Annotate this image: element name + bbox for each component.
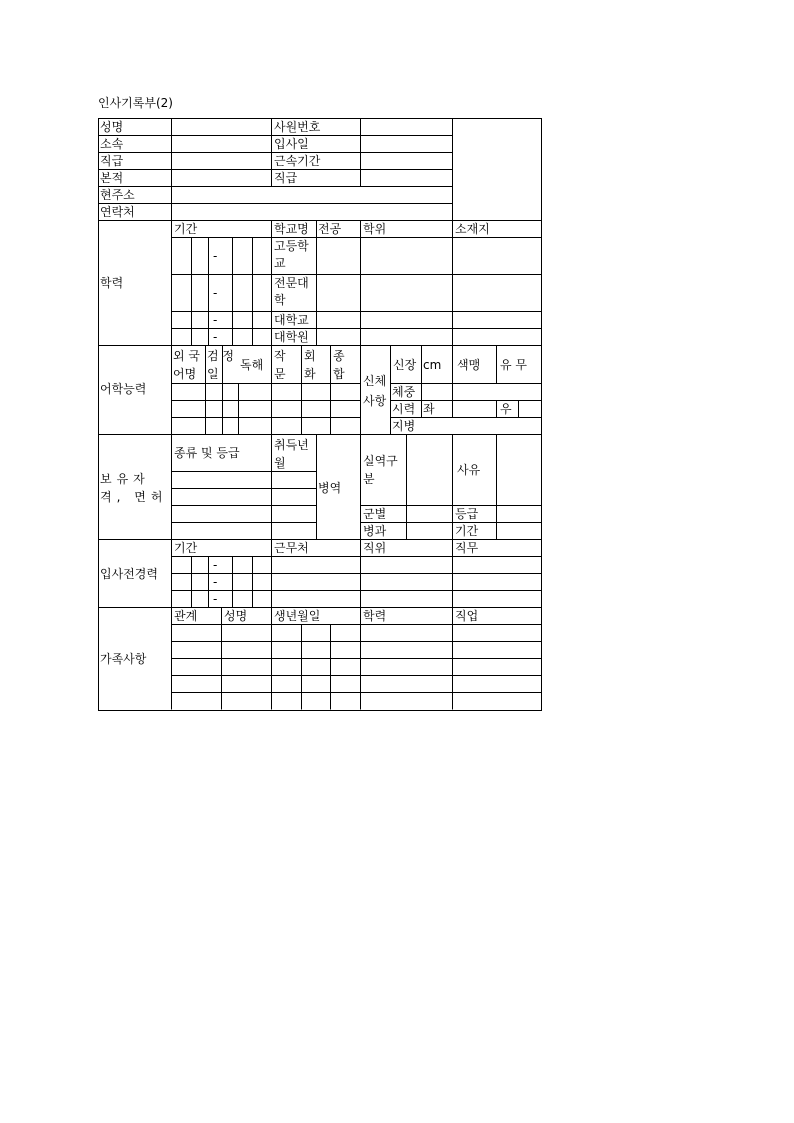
- body-colorblind: 색맹: [457, 358, 481, 372]
- label-name: 성명: [100, 120, 124, 134]
- family-header-job: 직업: [455, 609, 479, 623]
- label-contact: 연락처: [100, 205, 135, 219]
- lang-header-foreign: 외 국 어명: [173, 349, 200, 381]
- label-tenure: 근속기간: [274, 154, 321, 168]
- label-address: 현주소: [100, 188, 135, 202]
- section-license: 보유자격, 면허: [100, 472, 168, 504]
- section-career: 입사전경력: [100, 567, 158, 581]
- edu-university: 대학교: [274, 313, 309, 327]
- label-dept: 소속: [100, 137, 124, 151]
- family-header-name: 성명: [224, 609, 248, 623]
- career-header-period: 기간: [174, 541, 198, 555]
- lang-header-total: 종 합: [333, 349, 345, 381]
- edu-header-school: 학교명: [274, 222, 309, 236]
- career-header-workplace: 근무처: [274, 541, 309, 555]
- military-grade: 등급: [455, 507, 479, 521]
- section-education: 학력: [100, 276, 124, 290]
- edu-header-location: 소재지: [455, 222, 490, 236]
- body-disease: 지병: [392, 419, 416, 433]
- label-employee-number: 사원번호: [274, 120, 321, 134]
- edu-dash: -: [213, 286, 218, 300]
- label-rank: 직급: [100, 154, 124, 168]
- body-vision: 시력: [392, 402, 416, 416]
- edu-header-period: 기간: [174, 222, 198, 236]
- edu-high-school: 고등학교: [274, 239, 309, 270]
- body-weight: 체중: [392, 385, 416, 399]
- edu-graduate-school: 대학원: [274, 330, 309, 344]
- body-vision-left: 좌: [423, 402, 435, 416]
- lang-header-writing: 작 문: [274, 349, 286, 381]
- edu-dash: -: [213, 330, 218, 344]
- label-rank-2: 직급: [274, 171, 298, 185]
- career-header-duty: 직무: [455, 541, 479, 555]
- edu-dash: -: [213, 313, 218, 327]
- lang-header-cert-date: 검 정 일: [207, 349, 234, 381]
- edu-dash: -: [213, 249, 218, 263]
- section-family: 가족사항: [100, 652, 147, 666]
- career-dash: -: [213, 575, 218, 589]
- body-vision-right: 우: [500, 402, 512, 416]
- military-specialty: 병과: [363, 524, 387, 538]
- family-header-education: 학력: [363, 609, 387, 623]
- body-colorblind-yes-no: 유 무: [500, 358, 527, 372]
- body-height: 신장: [393, 358, 417, 372]
- label-origin: 본적: [100, 171, 124, 185]
- section-military: 병역: [318, 481, 342, 495]
- family-header-birth: 생년월일: [274, 609, 321, 623]
- military-service: 실역구분: [363, 454, 398, 486]
- career-dash: -: [213, 558, 218, 572]
- license-header-kind: 종류 및 등급: [174, 446, 240, 460]
- document-title: 인사기록부(2): [98, 96, 173, 110]
- career-header-position: 직위: [363, 541, 387, 555]
- license-header-acquired: 취득년월: [274, 438, 309, 470]
- career-dash: -: [213, 592, 218, 606]
- military-branch: 군별: [363, 507, 387, 521]
- section-body: 신체 사항: [363, 374, 387, 408]
- section-language: 어학능력: [100, 382, 147, 396]
- military-reason: 사유: [457, 463, 481, 477]
- body-height-unit: cm: [423, 358, 442, 372]
- lang-header-reading: 독해: [240, 358, 264, 372]
- lang-header-speaking: 회 화: [304, 349, 316, 381]
- military-period: 기간: [455, 524, 479, 538]
- edu-junior-college: 전문대학: [274, 276, 309, 307]
- edu-header-major: 전공: [318, 222, 342, 236]
- label-join-date: 입사일: [274, 137, 309, 151]
- family-header-relation: 관계: [174, 609, 198, 623]
- edu-header-degree: 학위: [363, 222, 387, 236]
